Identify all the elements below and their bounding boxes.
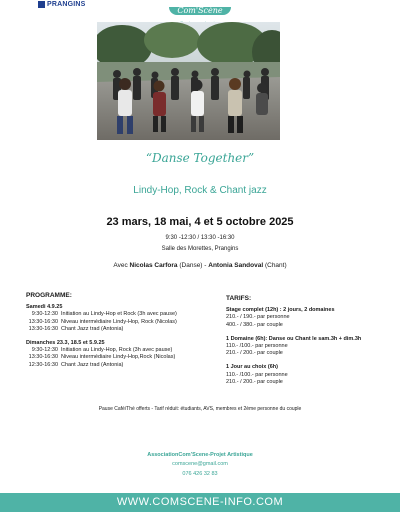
comscene-logo-text: Com'Scène [169,7,230,15]
event-title: “Danse Together” [145,151,255,165]
prangins-logo-text: PRANGINS [47,1,86,8]
programme-heading: PROGRAMME: [26,292,72,299]
tarif-title: 1 Domaine (6h): Danse ou Chant le sam.3h + dim.3h [226,335,362,342]
tarifs-section [226,295,386,386]
schedule-text: Chant Jazz trad (Antonia) [61,361,124,368]
schedule-text: Initiation au Lindy-Hop et Rock (3h avec pause) [61,311,177,318]
schedule-text: Niveau intermédiaire Lindy-Hop, Rock (Nicolas) [61,318,177,325]
tarif-line: 210.- / 200.- par couple [226,378,283,385]
contact-phone: 076 426 32 83 [182,471,218,477]
schedule-time: 9:30-12:30 [31,347,58,354]
schedule-time: 12:30-16:30 [28,361,58,368]
teacher-1: Nicolas Carfora [129,262,178,269]
schedule-time: 13:30-16:30 [28,318,58,325]
sunday-title: Dimanches 23.3, 18.5 et 5.9.25 [26,340,105,347]
schedule-text: Niveau intermédiaire Lindy-Hop,Rock (Nicolas) [61,354,176,361]
schedule-row [26,319,206,326]
teacher-2: Antonia Sandoval [208,262,264,269]
teacher-1-role: (Danse) - [177,262,209,269]
event-time: 9:30 -12:30 / 13:30 -16:30 [165,235,235,241]
dancers-photo [97,22,280,140]
tarif-title: 1 Jour au choix (6h) [226,364,278,371]
dancers-photo-image [97,22,280,140]
tarif-line: 400.- / 380.- par couple [226,321,283,328]
schedule-row [26,311,206,318]
prangins-logo-mark [38,1,45,8]
schedule-text: Initiation au Lindy-Hop, Rock (3h avec pause) [61,347,173,354]
association-name: AssociationCom’Scene-Projet Artistique [147,452,253,458]
programme-section [26,292,206,369]
tarifs-heading: TARIFS: [226,295,252,302]
schedule-row [26,362,206,369]
event-subtitle: Lindy-Hop, Rock & Chant jazz [133,185,267,196]
schedule-time: 9:30-12:30 [31,311,58,318]
teachers-prefix: Avec [113,262,130,269]
saturday-title: Samedi 4.9.25 [26,304,63,311]
event-place: Salle des Morettes, Prangins [161,246,239,252]
schedule-row [26,326,206,333]
tarif-line: 210.- / 190.- par personne [226,314,290,321]
tarif-line: 110.- /100.- par personne [226,343,288,350]
schedule-row [26,347,206,354]
event-teachers [0,262,400,269]
contact-email[interactable]: comscene@gmail.com [172,461,228,467]
tarif-line: 210.- / 200.- par couple [226,350,283,357]
tarif-title: Stage complet (12h) : 2 jours, 2 domaines [226,307,335,314]
website-footer[interactable]: WWW.COMSCENE-INFO.COM [0,493,400,512]
schedule-row [26,354,206,361]
teacher-2-role: (Chant) [263,262,287,269]
pause-note: Pause Café/Thé offerts - Tarif réduit: étudiants, AVS, membres et 2ème personne du couple [98,406,302,412]
schedule-time: 13:30-16:30 [28,354,58,361]
event-dates: 23 mars, 18 mai, 4 et 5 octobre 2025 [106,216,294,228]
tarif-line: 110.- /100.- par personne [226,371,288,378]
comscene-logo [150,0,250,20]
schedule-text: Chant Jazz trad (Antonia) [61,325,124,332]
prangins-logo [38,0,86,9]
schedule-time: 13:30-16:30 [28,325,58,332]
